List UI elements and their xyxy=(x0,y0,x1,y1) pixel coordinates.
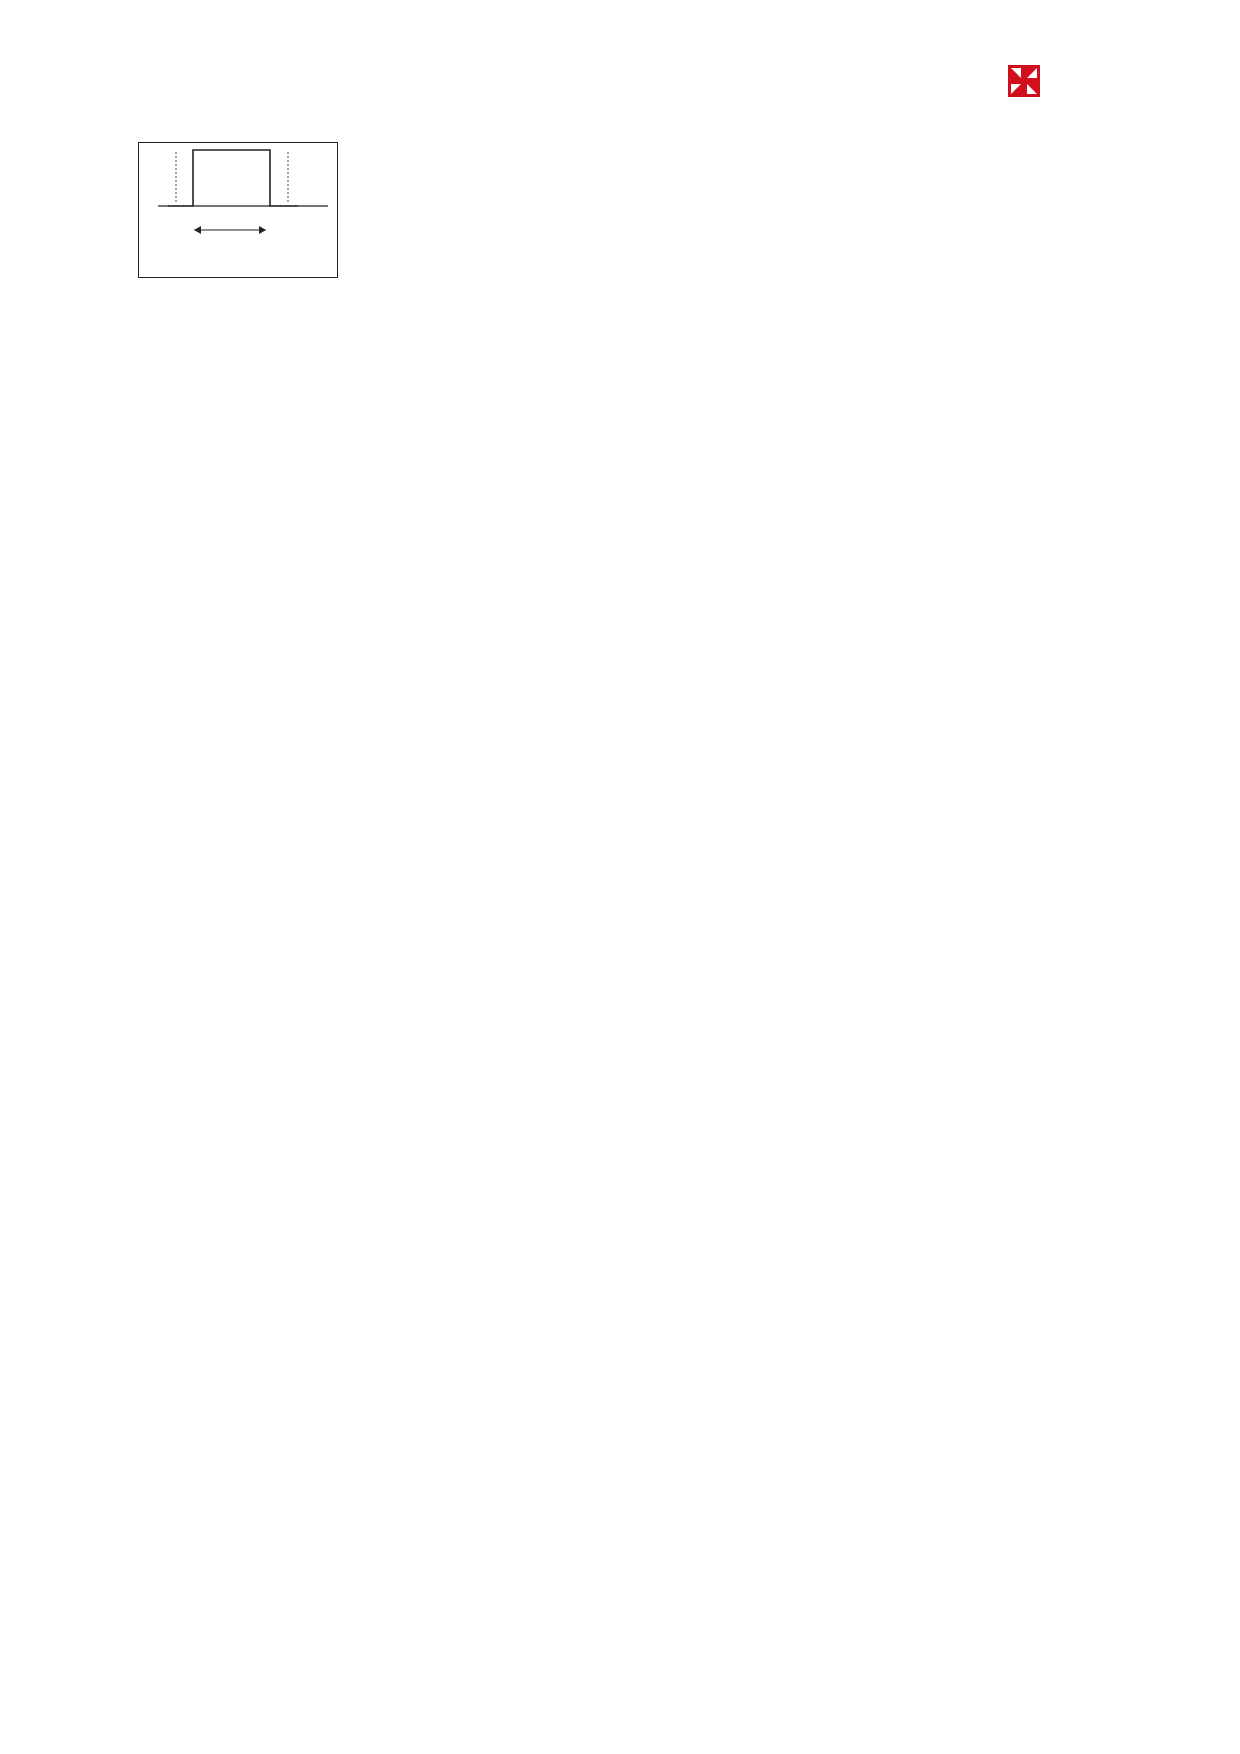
chart2-plot xyxy=(0,1000,1240,1640)
